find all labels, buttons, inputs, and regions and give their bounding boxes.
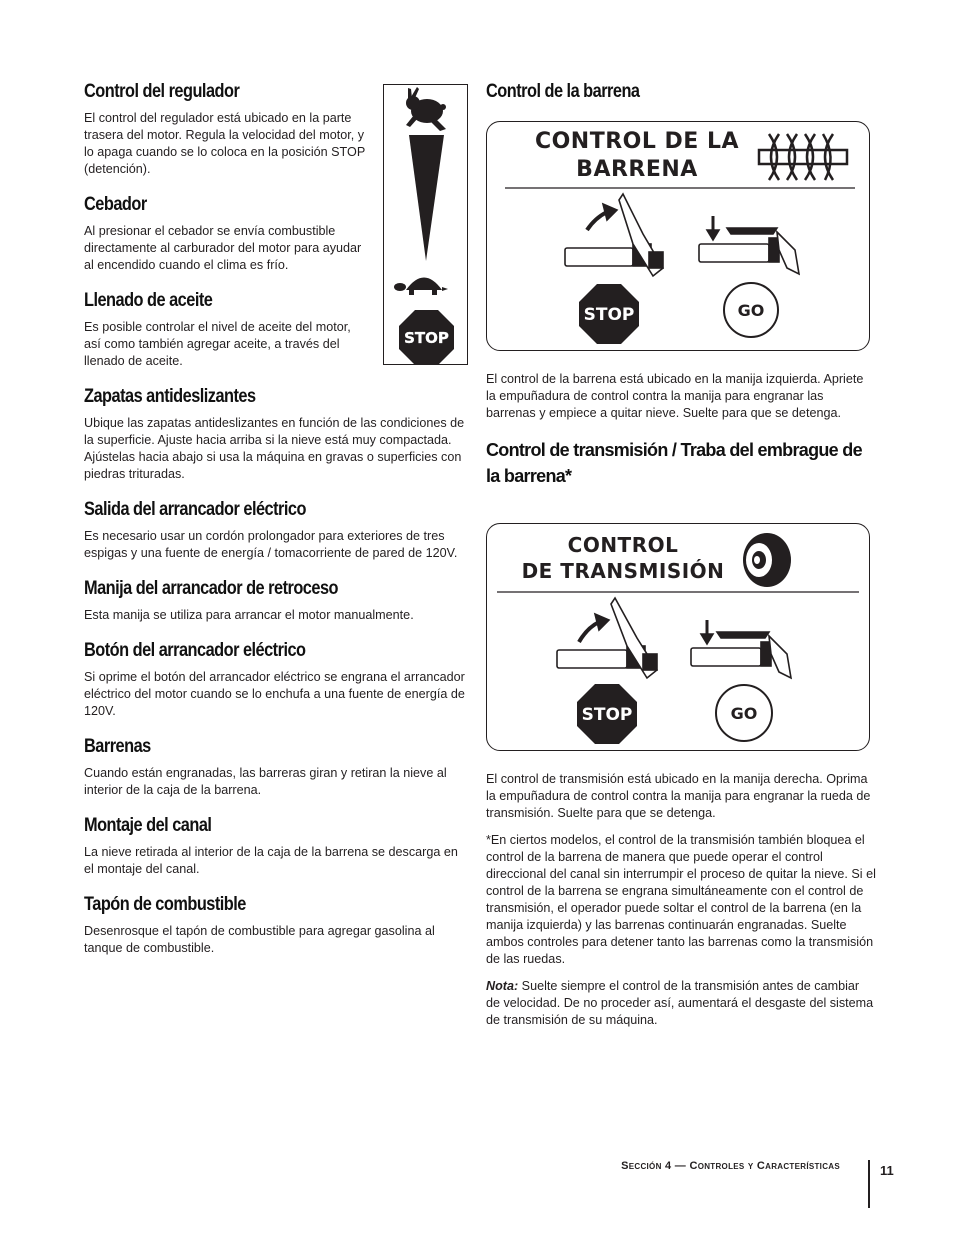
drive-footnote: *En ciertos modelos, el control de la transmisión también bloquea el control de la barrena de manera que puede operar el control direccional del canal sin interrumpir el proceso de quitar la nieve. Si el control de la barrena se engrana simultáneamente con el control de transmisión, el operador puede soltar el control de la barrena (en la manija izquierda) y las barrenas continuarán engranadas. Suelte ambos controles para detener tanto las barrenas como la transmisión de las ruedas. (486, 833, 876, 966)
note-label: Nota: (486, 979, 519, 993)
sign-label: GO (737, 301, 765, 320)
decal-title-line-1: CONTROL (567, 533, 679, 557)
section-body: Al presionar el cebador se envía combustible directamente al carburador del motor para ayudar al encendido cuando el clima es frío. (84, 224, 362, 272)
section-montaje-canal (84, 814, 466, 878)
sign-label: STOP (583, 305, 635, 325)
section-heading: Manija del arrancador de retroceso (84, 578, 338, 599)
stop-sign-icon (577, 684, 637, 744)
section-boton-arrancador (84, 639, 466, 720)
drive-heading: Control de transmisión / Traba del embrague de la barrena* (486, 440, 862, 486)
released-handle-icon (565, 194, 663, 276)
speed-wedge (409, 135, 444, 261)
engaged-handle-icon (691, 620, 791, 678)
drive-body: El control de transmisión está ubicado en la manija derecha. Oprima la empuñadura de control contra la manija para engranar la rueda de transmisión. Suelte para que se detenga. (486, 772, 871, 820)
section-heading: Botón del arrancador eléctrico (84, 640, 306, 661)
go-circle-icon (724, 283, 778, 337)
rabbit-icon (406, 87, 446, 131)
turtle-icon (394, 278, 448, 296)
drive-note (486, 978, 876, 1029)
go-circle-icon (716, 685, 772, 741)
section-salida-arrancador (84, 498, 466, 562)
section-body: Cuando están engranadas, las barreras giran y retiran la nieve al interior de la caja de la barrena. (84, 766, 447, 797)
sign-label: STOP (581, 705, 633, 725)
throttle-decal-graphic (384, 85, 469, 366)
engaged-handle-icon (699, 216, 799, 274)
auger-body: El control de la barrena está ubicado en la manija izquierda. Apriete la empuñadura de control contra la manija para engranar las barrenas y empiece a quitar nieve. Suelte para que se detenga. (486, 372, 864, 420)
section-body: Esta manija se utiliza para arrancar el motor manualmente. (84, 608, 414, 622)
section-heading: Zapatas antideslizantes (84, 386, 256, 407)
stop-sign-icon (399, 310, 454, 365)
section-body: Si oprime el botón del arrancador eléctrico se engrana el arrancador eléctrico del motor cuando se lo enchufa a una fuente de energía de 120V. (84, 670, 465, 718)
section-manija-retroceso (84, 577, 466, 624)
sign-label: STOP (404, 329, 449, 347)
auger-decal-graphic (487, 122, 871, 352)
page-number: 11 (880, 1163, 894, 1178)
sign-label: GO (730, 704, 758, 723)
auger-icon (759, 134, 847, 180)
section-heading: Barrenas (84, 736, 151, 757)
section-heading: Montaje del canal (84, 815, 212, 836)
decal-title-line-2: BARRENA (576, 157, 698, 182)
footer-divider (868, 1160, 870, 1208)
section-body: Es necesario usar un cordón prolongador para exteriores de tres espigas y una fuente de energía / tomacorriente de pared de 120V. (84, 529, 458, 560)
auger-control-decal (486, 121, 870, 351)
drive-decal-graphic (487, 524, 871, 752)
section-heading: Tapón de combustible (84, 894, 246, 915)
auger-heading: Control de la barrena (486, 81, 640, 102)
section-heading: Llenado de aceite (84, 290, 213, 311)
section-tapon-combustible (84, 893, 466, 957)
section-body: El control del regulador está ubicado en la parte trasera del motor. Regula la velocidad del motor, y lo apaga cuando se lo coloca en la posición STOP (detención). (84, 111, 365, 176)
section-zapatas (84, 385, 466, 483)
throttle-decal (383, 84, 468, 365)
decal-title-line-2: DE TRANSMISIÓN (521, 559, 725, 583)
section-body: La nieve retirada al interior de la caja de la barrena se descarga en el montaje del canal. (84, 845, 458, 876)
released-handle-icon (557, 598, 657, 678)
decal-title-line-1: CONTROL DE LA (534, 129, 740, 154)
section-barrenas (84, 735, 466, 799)
wheel-icon (743, 533, 791, 587)
section-heading: Cebador (84, 194, 147, 215)
stop-sign-icon (579, 284, 639, 344)
section-heading: Salida del arrancador eléctrico (84, 499, 306, 520)
drive-control-decal (486, 523, 870, 751)
section-body: Ubique las zapatas antideslizantes en función de las condiciones de la superficie. Ajuste hacia arriba si la nieve está muy compactada. Ajústelas hacia abajo si usa la máquina en gravas o superficies con piedras trituradas. (84, 416, 465, 481)
section-body: Es posible controlar el nivel de aceite del motor, así como también agregar aceite, a través del llenado de aceite. (84, 320, 351, 368)
section-body: Desenrosque el tapón de combustible para agregar gasolina al tanque de combustible. (84, 924, 435, 955)
note-text: Suelte siempre el control de la transmisión antes de cambiar de velocidad. De no proceder así, aumentará el desgaste del sistema de transmisión de su máquina. (486, 979, 874, 1027)
footer-section-label: Sección 4 — Controles y Características (621, 1160, 840, 1172)
section-heading: Control del regulador (84, 81, 240, 102)
